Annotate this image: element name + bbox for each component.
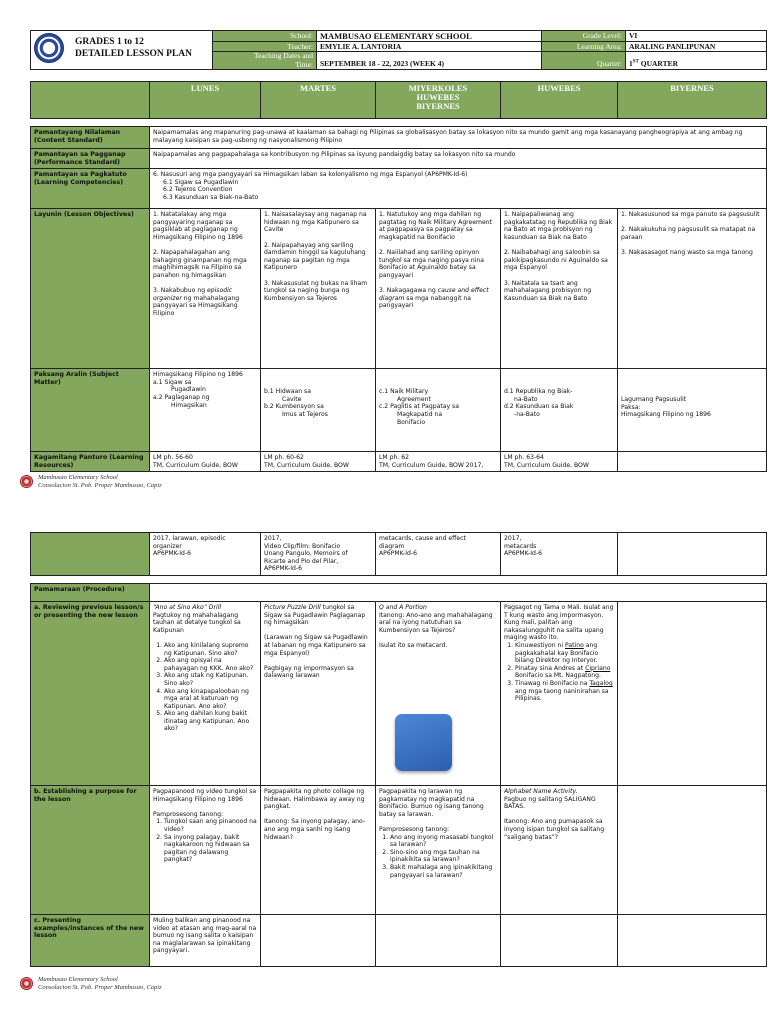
- subj-wed-e: Bonifacio: [397, 418, 426, 426]
- purpose-label: b. Establishing a purpose for the lesson: [31, 785, 150, 914]
- resources-wed: [376, 452, 501, 472]
- cont-tue-a: 2017,: [264, 535, 282, 542]
- purpose-thu-title: [504, 788, 614, 796]
- purpose-wed-item-2: 2. Sino-sino ang mga tauhan na ipinakikita sa larawan?: [390, 849, 497, 864]
- objectives-fri: [618, 209, 767, 369]
- dates-label-1: Teaching Dates and: [253, 51, 313, 60]
- thu-1u: Patino: [565, 641, 584, 649]
- subj-wed-b: Agreement: [397, 395, 431, 403]
- cont-wed-b: diagram: [379, 542, 405, 550]
- res-wed-a: LM ph. 62: [379, 454, 409, 462]
- grade-value: VI: [626, 31, 767, 42]
- review-tue-drill: Picture Puzzle Drill: [264, 603, 321, 611]
- objectives-tue: [261, 209, 376, 369]
- res-tue-a: LM ph. 60-62: [264, 454, 304, 462]
- res-tue-b: TM, Curriculum Guide, BOW: [264, 461, 349, 469]
- review-mon: [150, 601, 261, 785]
- teacher-value: EMYLIE A. LANTORIA: [317, 42, 542, 52]
- subj-mon-e: Himagsikan: [171, 401, 207, 409]
- obj-mon-1: 1. Natatalakay ang mga pangyayaring naganap sa pagsiklab at paglaganap ng Himagsikang Filipino ng 1896: [153, 211, 243, 241]
- obj-tue-2: 2. Naipapahayag ang sariling damdamin hinggil sa kaguluhang naganap sa pagitan ng mga Katipunero: [264, 241, 366, 272]
- obj-fri-2: 2. Nakakukuha ng pagsusulit sa matapat na paraan: [621, 226, 756, 241]
- cont-tue-b: Video Clip/film: Bonifacio: [264, 542, 341, 550]
- review-thu-item-1: [515, 642, 614, 665]
- grade-label: Grade Level:: [542, 31, 626, 42]
- subj-wed-a: c.1 Naik Military: [379, 388, 429, 396]
- purpose-mon-q: Pamprosesong tanong:: [153, 810, 224, 818]
- cont-tue-c: Unang Pangulo, Memoirs of: [264, 550, 348, 558]
- purpose-thu: [501, 785, 618, 914]
- review-thu-item-2: [515, 665, 614, 680]
- subj-tue-a: b.1 Hidwaan sa: [264, 388, 311, 396]
- review-tue-c: Pagbigay ng impormasyon sa dalawang larawan: [264, 664, 354, 680]
- purpose-mon-a: [153, 788, 257, 803]
- obj-tue-1: 1. Naisasalaysay ang naganap na hidwaan ng mga Katipunero sa Cavite: [264, 211, 367, 234]
- review-tue-p1: [264, 604, 372, 627]
- subj-tue-c: b.2 Kumbensyon sa: [264, 403, 324, 411]
- resources-mon: [150, 452, 261, 472]
- purpose-mon-a1: Pagpapanood ng: [153, 787, 206, 795]
- review-mon-item-4: 4. Ako ang kinapapalooban ng mga aral at katuruan ng Katipunan. Ano ako?: [164, 688, 257, 711]
- footer-address-2: Consolacion St. Pob. Proper Mambusao, Capiz: [38, 984, 162, 991]
- review-thu-a: Pagsagot ng Tama o Mali. Isulat ang T kung wasto ang impormasyon. Kung mali, palitan ang nakasalungguhit na salita upang maging wasto ito.: [504, 603, 614, 642]
- subj-fri-a: Lagumang Pagsusulit: [621, 396, 687, 404]
- obj-mon-3a: 3. Nakabubuo ng: [153, 287, 207, 295]
- cont-thu-a: 2017,: [504, 535, 522, 542]
- review-mon-item-5: 5. Ako ang dahilan kung bakit itinatag ang Katipunan. Ano ako?: [164, 710, 257, 733]
- doc-title-dlp: DETAILED LESSON PLAN: [75, 49, 193, 59]
- school-value: MAMBUSAO ELEMENTARY SCHOOL: [317, 31, 542, 42]
- obj-tue-3: 3. Nakasusulat ng bukas na liham tungkol sa naging bunga ng Kumbensiyon sa Tejeros: [264, 279, 368, 302]
- day-huwebes-a: HUWEBES: [416, 92, 460, 102]
- obj-thu-3: 3. Naitatala sa tsart ang mahahalagang probisyon ng Kasunduan sa Biak na Bato: [504, 279, 592, 302]
- subj-thu-b: na-Bato: [514, 395, 538, 403]
- obj-wed-1: 1. Natutukoy ang mga dahilan ng pagtatag ng Naik Military Agreement at pagpapasya sa pagpatay sa magkapatid na Bonifacio: [379, 211, 492, 241]
- subject-fri: [618, 369, 767, 452]
- review-wed-b: Isulat ito sa metacard.: [379, 641, 448, 649]
- purpose-tue-b: Itanong: Sa inyong palagay, ano-ano ang mga sanhi ng isang hidwaan?: [264, 818, 366, 841]
- review-mon-intro: Pagtukoy ng mahahalagang tauhan at detalye tungkol sa Katipunan: [153, 611, 241, 634]
- subject-mon: [150, 369, 261, 452]
- area-value: ARALING PANLIPUNAN: [626, 42, 767, 52]
- lesson-table-continued: [30, 532, 767, 967]
- cont-tue: [261, 533, 376, 576]
- purpose-thu-activity: Alphabet Name Activity.: [504, 787, 578, 795]
- competency-6-3: 6.3 Kasunduan sa Biak-na-Bato: [163, 193, 259, 201]
- subject-label: Paksang Aralin (Subject Matter): [31, 369, 150, 452]
- quarter-label: Quarter:: [542, 52, 626, 70]
- review-wed-title: [379, 604, 497, 612]
- res-wed-b: TM, Curriculum Guide, BOW 2017,: [379, 461, 484, 469]
- obj-thu-2: 2. Naibabahagi ang saloobin sa pakikipagkasundo ni Aguinaldo sa mga Espanyol: [504, 249, 608, 272]
- purpose-tue: [261, 785, 376, 914]
- obj-wed-2: 2. Naiilahad ang sariling opinyon tungkol sa mga naging pasya nina Bonifacio at Aguinaldo batay sa pangyayari: [379, 249, 485, 279]
- day-huwebes: HUWEBES: [501, 82, 618, 119]
- review-mon-drill: “Ano at Sino Ako” Drill: [153, 603, 222, 611]
- cont-tue-d: Ricarte and Pio del Pilar,: [264, 557, 339, 565]
- competency-6-2: 6.2 Tejeros Convention: [163, 186, 233, 194]
- purpose-mon-item-2: 2. Sa inyong palagay, bakit nagkakaroon ng hidwaan sa pagitan ng dalawang pangkat?: [164, 834, 257, 864]
- review-thu-list: [504, 642, 614, 703]
- presenting-label: c. Presenting examples/instances of the new lesson: [31, 914, 150, 966]
- subject-tue: [261, 369, 376, 452]
- purpose-tue-a: Pagpapakita ng photo collage ng hidwaan. Halimbawa ay away ng pangkat.: [264, 787, 365, 811]
- cont-thu-c: AP6PMK-Id-6: [504, 550, 542, 558]
- thu-2a: Pinatay sina Andres at: [515, 664, 586, 672]
- review-tue-b: (Larawan ng Sigaw sa Pugadlawin at labanan ng mga Katipunero sa mga Espanyol): [264, 634, 368, 657]
- thu-3a: Tinawag ni Bonifacio na: [515, 679, 590, 687]
- teacher-label: Teacher:: [213, 42, 317, 52]
- review-thu-item-3: [515, 680, 614, 703]
- objectives-thu: [501, 209, 618, 369]
- day-lunes: LUNES: [150, 82, 261, 119]
- subj-fri-b: Paksa:: [621, 403, 641, 411]
- thu-1a: Kinuwestiyon ni: [515, 641, 566, 649]
- subj-mon-c: Pugadlawin: [171, 386, 206, 394]
- school-seal-2: [20, 977, 33, 990]
- objectives-label: Layunin (Lesson Objectives): [31, 209, 150, 369]
- thu-1b: ang pagkakahalal kay Bonifacio bilang Direktor ng Interyor.: [515, 641, 599, 665]
- res-mon-a: LM ph. 56-60: [153, 454, 193, 462]
- cont-wed-a: metacards, cause and effect: [379, 535, 466, 542]
- perf-std-text: Naipapamalas ang pagpapahalaga sa kontribusyon ng Pilipinas sa isyung pandaigdig batay sa lokasyon nito sa mundo: [150, 149, 767, 169]
- thu-3u: Tagalog: [589, 679, 613, 687]
- footer-school: Mambusao Elementary School: [38, 474, 118, 481]
- school-label: School:: [213, 31, 317, 42]
- competency-6-1: 6.1 Sigaw sa Pugadlawin: [163, 178, 239, 186]
- day-biyernes: BIYERNES: [618, 82, 767, 119]
- subject-thu: [501, 369, 618, 452]
- doc-title-grades: GRADES 1 to 12: [75, 37, 144, 47]
- dates-value: SEPTEMBER 18 - 22, 2023 (WEEK 4): [317, 52, 542, 70]
- obj-fri-1: 1. Nakasusunod sa mga panuto sa pagsusulit: [621, 211, 760, 219]
- competency-cell: [150, 169, 767, 209]
- area-label: Learning Area:: [542, 42, 626, 52]
- header-table: [30, 30, 767, 70]
- metacard-image: [395, 714, 452, 771]
- footer-address: Consolacion St. Pob. Proper Mambusao, Capiz: [38, 482, 162, 489]
- competency-label: Pamantayan sa Pagkatuto (Learning Competencies): [31, 169, 150, 209]
- footer-1: [38, 474, 162, 490]
- cont-mon-b: organizer: [153, 542, 182, 550]
- subj-tue-d: Imus at Tejeros: [282, 410, 328, 418]
- purpose-mon-item-1: 1. Tungkol saan ang pinanood na video?: [164, 818, 257, 833]
- objectives-mon: [150, 209, 261, 369]
- perf-std-label: Pamantayan sa Pagganap (Performance Standard): [31, 149, 150, 169]
- review-mon-item-1: 1. Ako ang kinilalang supremo ng Katipunan. Sino ako?: [164, 642, 257, 657]
- review-wed-a: Itanong: Ano-ano ang mahahalagang aral na iyong natutuhan sa Kumbensiyon sa Tejeros?: [379, 611, 493, 634]
- thu-3b: ang mga taong naninirahan sa Pilipinas.: [515, 687, 609, 703]
- review-thu: [501, 601, 618, 785]
- obj-wed-3: [379, 287, 497, 310]
- purpose-thu-a: Pagbuo ng salitang SALIGANG BATAS.: [504, 795, 596, 811]
- subj-thu-a: d.1 Republika ng Biak-: [504, 388, 573, 396]
- review-mon-item-2: 2. Ako ang opisyal na pahayagan ng KKK. Ano ako?: [164, 657, 257, 672]
- subject-wed: [376, 369, 501, 452]
- cont-thu: [501, 533, 618, 576]
- day-biyernes-a: BIYERNES: [416, 101, 460, 111]
- res-thu-a: LM ph. 63-64: [504, 454, 544, 462]
- review-wed-qa: Q and A Portion: [379, 603, 427, 611]
- day-martes: MARTES: [261, 82, 376, 119]
- presenting-mon: Muling balikan ang pinanood na video at atasan ang mag-aaral na bumuo ng isang salita o kaisipan na maglalarawan sa ipinakitang pangyayari.: [150, 914, 261, 966]
- subj-fri-c: Himagsikang Filipino ng 1896: [621, 411, 711, 419]
- obj-mon-2: 2. Napapahalagahan ang bahaging ginampanan ng mga maghihimagsik na Filipino sa panahon ng himagsikan: [153, 249, 247, 279]
- thu-2b: Bonifacio sa Mt. Nagpatong.: [515, 672, 601, 680]
- obj-wed-3c: sa mga nabanggit na pangyayari: [379, 294, 472, 310]
- school-seal: [20, 475, 33, 488]
- obj-mon-3c: ng mahahalagang pangyayari sa Himagsikang Filipino: [153, 294, 240, 317]
- purpose-wed-a: Pagpapakita ng larawan ng pagkamatay ng magkapatid na Bonifacio. Bumuo ng isang tanong batay sa larawan.: [379, 787, 484, 818]
- quarter-value: 1ST QUARTER: [626, 52, 767, 70]
- cont-thu-b: metacards: [504, 542, 537, 550]
- purpose-wed-item-3: 3. Bakit mahalaga ang ipinakikitang pangyayari sa larawan?: [390, 864, 497, 879]
- thu-2u: Cipriano: [585, 664, 611, 672]
- cont-mon-a: 2017, larawan, episodic: [153, 535, 226, 542]
- subj-mon-b: a.1 Sigaw sa: [153, 378, 192, 386]
- resources-fri: [618, 452, 767, 472]
- review-mon-title: [153, 604, 257, 612]
- review-wed: [376, 601, 501, 785]
- res-mon-b: TM, Curriculum Guide, BOW: [153, 461, 238, 469]
- resources-tue: [261, 452, 376, 472]
- purpose-mon-video: video: [206, 787, 223, 795]
- resources-thu: [501, 452, 618, 472]
- subj-thu-d: -na-Bato: [514, 410, 540, 418]
- content-std-label: Pamantayang Nilalaman (Content Standard): [31, 127, 150, 149]
- procedure-label: Pamamaraan (Procedure): [31, 583, 150, 601]
- cont-wed: [376, 533, 501, 576]
- cont-mon-c: AP6PMK-Id-6: [153, 550, 191, 558]
- footer-school-2: Mambusao Elementary School: [38, 976, 118, 983]
- lesson-table: [30, 81, 767, 472]
- review-tue-a: tungkol sa Sigaw sa Pugadlawin Paglaganap ng himagsikan: [264, 603, 366, 627]
- cont-tue-e: AP6PMK-Id-6: [264, 565, 302, 573]
- obj-wed-3a: 3. Nakagagawa ng: [379, 287, 438, 295]
- obj-thu-1: 1. Naipapaliwanag ang pagkakatatag ng Republika ng Biak na Bato at mga probisyon ng kasunduan sa Biak na Bato: [504, 211, 613, 241]
- subj-tue-b: Cavite: [282, 395, 302, 403]
- cont-mon: [150, 533, 261, 576]
- subj-mon-a: Himagsikang Filipino ng 1896: [153, 371, 243, 379]
- subj-thu-c: d.2 Kasunduan sa Biak: [504, 403, 574, 411]
- subj-wed-c: c.2 Paglitis at Pagpatay sa: [379, 403, 459, 411]
- purpose-mon-a2: tungkol sa Himagsikang Filipino ng 1896: [153, 787, 257, 803]
- purpose-mon-list: [153, 818, 257, 864]
- purpose-thu-b: Itanong: Ano ang pumapasok sa inyong isipan tungkol sa salitang “saligang batas”?: [504, 818, 605, 841]
- cont-wed-c: AP6PMK-Id-6: [379, 550, 417, 558]
- purpose-mon: [150, 785, 261, 914]
- purpose-wed: [376, 785, 501, 914]
- purpose-wed-b: Pamprosesong tanong:: [379, 825, 450, 833]
- review-label: a. Reviewing previous lesson/s or presenting the new lesson: [31, 601, 150, 785]
- subj-mon-d: a.2 Paglaganap ng: [153, 393, 210, 401]
- review-mon-item-3: 3. Ako ang utak ng Katipunan. Sino ako?: [164, 672, 257, 687]
- objectives-wed: [376, 209, 501, 369]
- purpose-wed-item-1: 1. Ano ang inyong masasabi tungkol sa larawan?: [390, 834, 497, 849]
- resources-label: Kagamitang Panturo (Learning Resources): [31, 452, 150, 472]
- dates-label-2: Time:: [295, 59, 313, 69]
- review-mon-list: [153, 642, 257, 733]
- res-thu-b: TM, Curriculum Guide, BOW: [504, 461, 589, 469]
- day-miyerkoles: MIYERKOLES: [408, 83, 468, 93]
- obj-wed-3b: cause and effect diagram: [379, 287, 489, 302]
- content-std-text: Naipamamalas ang mapanuring pag-unawa at kaalaman sa bahagi ng Pilipinas sa globalisasyon batay sa lokasyon nito sa mundo gamit ang mga kasanayang pangheograpiya at ang ambag ng malayang kaisipan sa pag-usbong ng nasyonalismong Pilipino: [150, 127, 767, 149]
- subj-wed-d: Magkapatid na: [397, 410, 443, 418]
- obj-mon-3: [153, 287, 257, 317]
- purpose-wed-list: [379, 834, 497, 880]
- competency-main: 6. Nasusuri ang mga pangyayari sa Himagsikan laban sa kolonyalismo ng mga Espanyol (AP6PMK-Id-6): [153, 171, 468, 179]
- obj-fri-3: 3. Nakasasagot nang wasto sa mga tanong: [621, 249, 753, 257]
- review-tue: [261, 601, 376, 785]
- obj-mon-3b: episodic organizer: [153, 287, 233, 302]
- footer-2: [38, 976, 162, 992]
